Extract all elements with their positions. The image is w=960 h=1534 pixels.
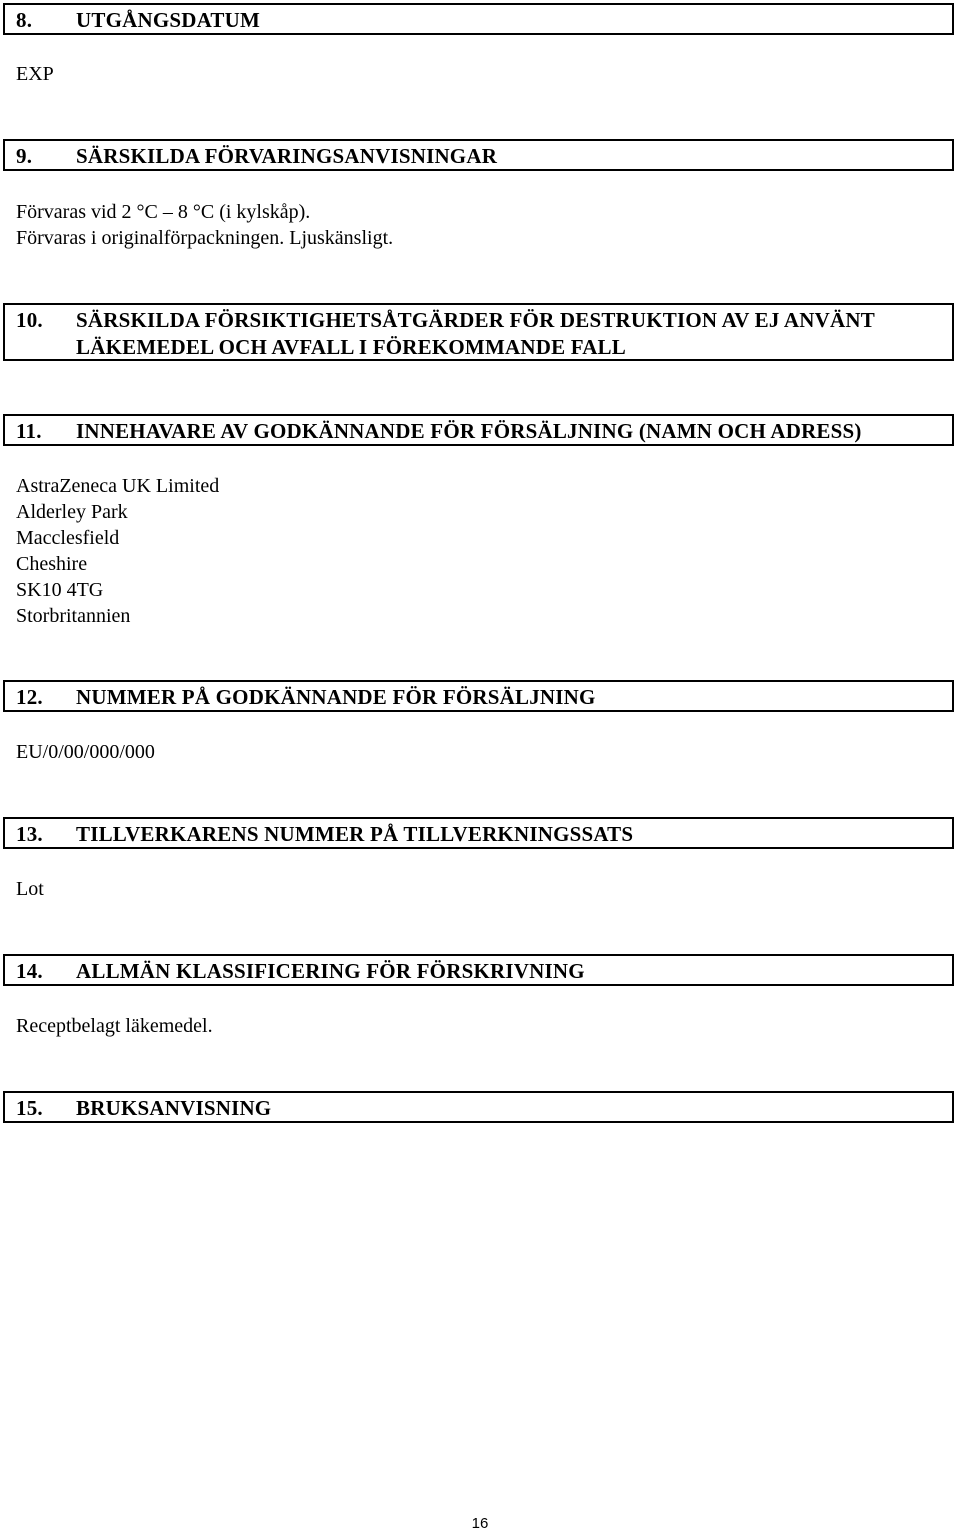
address-line: Macclesfield (16, 527, 120, 549)
section-number: 15. (16, 1096, 43, 1120)
section-title: SÄRSKILDA FÖRVARINGSANVISNINGAR (76, 144, 498, 168)
section-number: 9. (16, 144, 33, 168)
section-title: TILLVERKARENS NUMMER PÅ TILLVERKNINGSSATS (76, 822, 634, 846)
section-number: 12. (16, 685, 43, 709)
section-number: 14. (16, 959, 43, 983)
section-number: 11. (16, 419, 42, 443)
section-10-header (3, 303, 954, 361)
content-line: EXP (16, 63, 54, 85)
section-13-header (3, 817, 954, 849)
content-line: EU/0/00/000/000 (16, 741, 155, 763)
section-title: ALLMÄN KLASSIFICERING FÖR FÖRSKRIVNING (76, 959, 585, 983)
content-line: Förvaras i originalförpackningen. Ljuskänsligt. (16, 227, 394, 249)
section-12-header (3, 680, 954, 712)
section-title: INNEHAVARE AV GODKÄNNANDE FÖR FÖRSÄLJNING (NAMN OCH ADRESS) (76, 419, 862, 443)
section-9-content (16, 199, 393, 251)
content-line: Förvaras vid 2 °C – 8 °C (i kylskåp). (16, 201, 311, 223)
address-line: Storbritannien (16, 605, 131, 627)
section-14-content (16, 1013, 213, 1039)
address-line: SK10 4TG (16, 579, 104, 601)
section-12-content (16, 739, 155, 765)
section-number: 8. (16, 8, 33, 32)
section-8-content (16, 61, 54, 87)
section-9-header (3, 139, 954, 171)
address-line: Cheshire (16, 553, 88, 575)
section-14-header (3, 954, 954, 986)
section-15-header (3, 1091, 954, 1123)
section-title: UTGÅNGSDATUM (76, 8, 261, 32)
address-line: Alderley Park (16, 501, 128, 523)
section-number: 13. (16, 822, 43, 846)
section-11-header (3, 414, 954, 446)
content-line: Lot (16, 878, 44, 900)
page-number: 16 (471, 1515, 489, 1532)
section-title: NUMMER PÅ GODKÄNNANDE FÖR FÖRSÄLJNING (76, 685, 596, 709)
address-line: AstraZeneca UK Limited (16, 475, 220, 497)
content-line: Receptbelagt läkemedel. (16, 1015, 213, 1037)
section-11-content (16, 473, 219, 629)
section-13-content (16, 876, 44, 902)
section-8-header (3, 3, 954, 35)
section-title: SÄRSKILDA FÖRSIKTIGHETSÅTGÄRDER FÖR DESTRUKTION AV EJ ANVÄNT LÄKEMEDEL OCH AVFALL I FÖREKOMMANDE FALL (76, 308, 875, 359)
section-number: 10. (16, 308, 43, 332)
section-title: BRUKSANVISNING (76, 1096, 272, 1120)
